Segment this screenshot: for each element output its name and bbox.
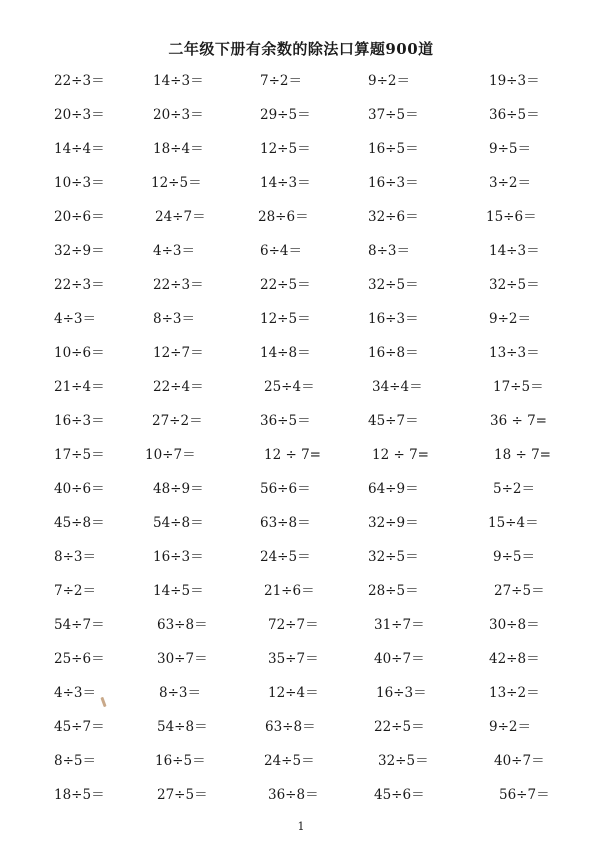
problem-cell: 36 ÷ 7=	[490, 413, 547, 429]
page-title: 二年级下册有余数的除法口算题900道	[168, 40, 434, 58]
problem-cell: 40÷7＝	[374, 651, 425, 667]
problem-row	[0, 411, 602, 431]
problem-cell: 54÷8＝	[157, 719, 208, 735]
problem-cell: 56÷7＝	[499, 787, 550, 803]
problem-cell: 30÷7＝	[157, 651, 208, 667]
problem-cell: 34÷4＝	[372, 379, 423, 395]
problem-cell: 16÷5＝	[155, 753, 206, 769]
problem-cell: 22÷3＝	[153, 277, 204, 293]
problem-cell: 31÷7＝	[374, 617, 425, 633]
problem-cell: 16÷8＝	[368, 345, 419, 361]
problem-row	[0, 785, 602, 805]
problem-cell: 12÷5＝	[260, 141, 311, 157]
problem-cell: 32÷5＝	[489, 277, 540, 293]
problem-cell: 24÷7＝	[155, 209, 206, 225]
problem-cell: 29÷5＝	[260, 107, 311, 123]
problem-cell: 54÷7＝	[54, 617, 105, 633]
problem-cell: 16÷3＝	[376, 685, 427, 701]
problem-cell: 17÷5＝	[493, 379, 544, 395]
problem-cell: 9÷2＝	[489, 719, 531, 735]
problem-cell: 22÷5＝	[374, 719, 425, 735]
problem-cell: 8÷5＝	[54, 753, 96, 769]
problem-cell: 9÷2＝	[489, 311, 531, 327]
problem-cell: 54÷8＝	[153, 515, 204, 531]
problem-cell: 9÷5＝	[493, 549, 535, 565]
problem-cell: 15÷4＝	[488, 515, 539, 531]
problem-cell: 10÷7＝	[145, 447, 196, 463]
problem-cell: 15÷6＝	[486, 209, 537, 225]
problem-row	[0, 105, 602, 125]
problem-cell: 22÷3＝	[54, 277, 105, 293]
problem-cell: 36÷5＝	[489, 107, 540, 123]
problem-cell: 3÷2＝	[489, 175, 531, 191]
problem-cell: 24÷5＝	[260, 549, 311, 565]
problem-row	[0, 343, 602, 363]
problem-cell: 10÷6＝	[54, 345, 105, 361]
problem-cell: 18 ÷ 7=	[494, 447, 551, 463]
problem-row	[0, 377, 602, 397]
problem-row	[0, 275, 602, 295]
problem-cell: 36÷5＝	[260, 413, 311, 429]
problem-cell: 64÷9＝	[368, 481, 419, 497]
problem-cell: 17÷5＝	[54, 447, 105, 463]
problem-row	[0, 513, 602, 533]
problem-cell: 72÷7＝	[268, 617, 319, 633]
problem-cell: 20÷3＝	[54, 107, 105, 123]
problem-cell: 12÷5＝	[151, 175, 202, 191]
problem-cell: 12 ÷ 7=	[264, 447, 321, 463]
problem-cell: 32÷5＝	[378, 753, 429, 769]
problem-row	[0, 173, 602, 193]
problem-cell: 32÷5＝	[368, 277, 419, 293]
problem-cell: 56÷6＝	[260, 481, 311, 497]
problem-cell: 13÷3＝	[489, 345, 540, 361]
problem-cell: 20÷6＝	[54, 209, 105, 225]
problem-cell: 16÷3＝	[368, 175, 419, 191]
problem-row	[0, 649, 602, 669]
problem-cell: 8÷3＝	[159, 685, 201, 701]
problem-cell: 63÷8＝	[260, 515, 311, 531]
problem-cell: 14÷3＝	[489, 243, 540, 259]
problem-cell: 7÷2＝	[260, 73, 302, 89]
problem-cell: 7÷2＝	[54, 583, 96, 599]
problem-cell: 25÷6＝	[54, 651, 105, 667]
problem-cell: 24÷5＝	[264, 753, 315, 769]
problem-cell: 30÷8＝	[489, 617, 540, 633]
problem-cell: 27÷2＝	[152, 413, 203, 429]
problem-cell: 22÷3＝	[54, 73, 105, 89]
problem-cell: 32÷5＝	[368, 549, 419, 565]
problem-cell: 19÷3＝	[489, 73, 540, 89]
problem-cell: 14÷8＝	[260, 345, 311, 361]
problem-row	[0, 479, 602, 499]
problem-cell: 14÷3＝	[153, 73, 204, 89]
problem-cell: 16÷3＝	[54, 413, 105, 429]
problem-cell: 5÷2＝	[493, 481, 535, 497]
problem-cell: 27÷5＝	[494, 583, 545, 599]
problem-cell: 16÷3＝	[368, 311, 419, 327]
problem-cell: 6÷4＝	[260, 243, 302, 259]
problem-cell: 12÷4＝	[268, 685, 319, 701]
problem-cell: 45÷6＝	[374, 787, 425, 803]
page-number: 1	[297, 820, 305, 833]
problem-cell: 36÷8＝	[268, 787, 319, 803]
problem-cell: 14÷3＝	[260, 175, 311, 191]
problem-row	[0, 309, 602, 329]
problem-row	[0, 547, 602, 567]
problem-cell: 18÷4＝	[153, 141, 204, 157]
problem-cell: 12÷7＝	[153, 345, 204, 361]
problem-cell: 9÷5＝	[489, 141, 531, 157]
problem-cell: 40÷7＝	[494, 753, 545, 769]
problem-cell: 32÷6＝	[368, 209, 419, 225]
problem-cell: 28÷6＝	[258, 209, 309, 225]
problem-cell: 20÷3＝	[153, 107, 204, 123]
problem-cell: 35÷7＝	[268, 651, 319, 667]
problem-row	[0, 445, 602, 465]
problem-cell: 27÷5＝	[157, 787, 208, 803]
problem-cell: 21÷6＝	[264, 583, 315, 599]
problem-row	[0, 615, 602, 635]
problem-cell: 45÷7＝	[368, 413, 419, 429]
problem-cell: 37÷5＝	[368, 107, 419, 123]
problem-row	[0, 683, 602, 703]
problem-row	[0, 581, 602, 601]
problem-cell: 8÷3＝	[368, 243, 410, 259]
problem-cell: 22÷5＝	[260, 277, 311, 293]
problem-row	[0, 717, 602, 737]
problem-row	[0, 241, 602, 261]
problem-cell: 42÷8＝	[489, 651, 540, 667]
problem-cell: 22÷4＝	[153, 379, 204, 395]
problem-cell: 9÷2＝	[368, 73, 410, 89]
problem-cell: 4÷3＝	[153, 243, 195, 259]
problem-cell: 63÷8＝	[157, 617, 208, 633]
problem-cell: 16÷5＝	[368, 141, 419, 157]
problem-row	[0, 71, 602, 91]
problem-cell: 45÷8＝	[54, 515, 105, 531]
problem-cell: 8÷3＝	[153, 311, 195, 327]
problem-cell: 4÷3＝	[54, 311, 96, 327]
problem-cell: 12 ÷ 7=	[372, 447, 429, 463]
problem-cell: 8÷3＝	[54, 549, 96, 565]
problem-cell: 45÷7＝	[54, 719, 105, 735]
problem-cell: 4÷3＝	[54, 685, 96, 701]
problem-cell: 18÷5＝	[54, 787, 105, 803]
problem-cell: 13÷2＝	[489, 685, 540, 701]
problem-row	[0, 207, 602, 227]
problem-row	[0, 139, 602, 159]
problem-cell: 12÷5＝	[260, 311, 311, 327]
problem-cell: 63÷8＝	[265, 719, 316, 735]
problem-cell: 14÷5＝	[153, 583, 204, 599]
problem-cell: 21÷4＝	[54, 379, 105, 395]
problem-cell: 28÷5＝	[368, 583, 419, 599]
problem-cell: 40÷6＝	[54, 481, 105, 497]
problem-cell: 16÷3＝	[153, 549, 204, 565]
problem-cell: 14÷4＝	[54, 141, 105, 157]
problem-cell: 10÷3＝	[54, 175, 105, 191]
problem-cell: 25÷4＝	[264, 379, 315, 395]
problem-cell: 32÷9＝	[368, 515, 419, 531]
problem-row	[0, 751, 602, 771]
problem-cell: 32÷9＝	[54, 243, 105, 259]
problem-cell: 48÷9＝	[153, 481, 204, 497]
